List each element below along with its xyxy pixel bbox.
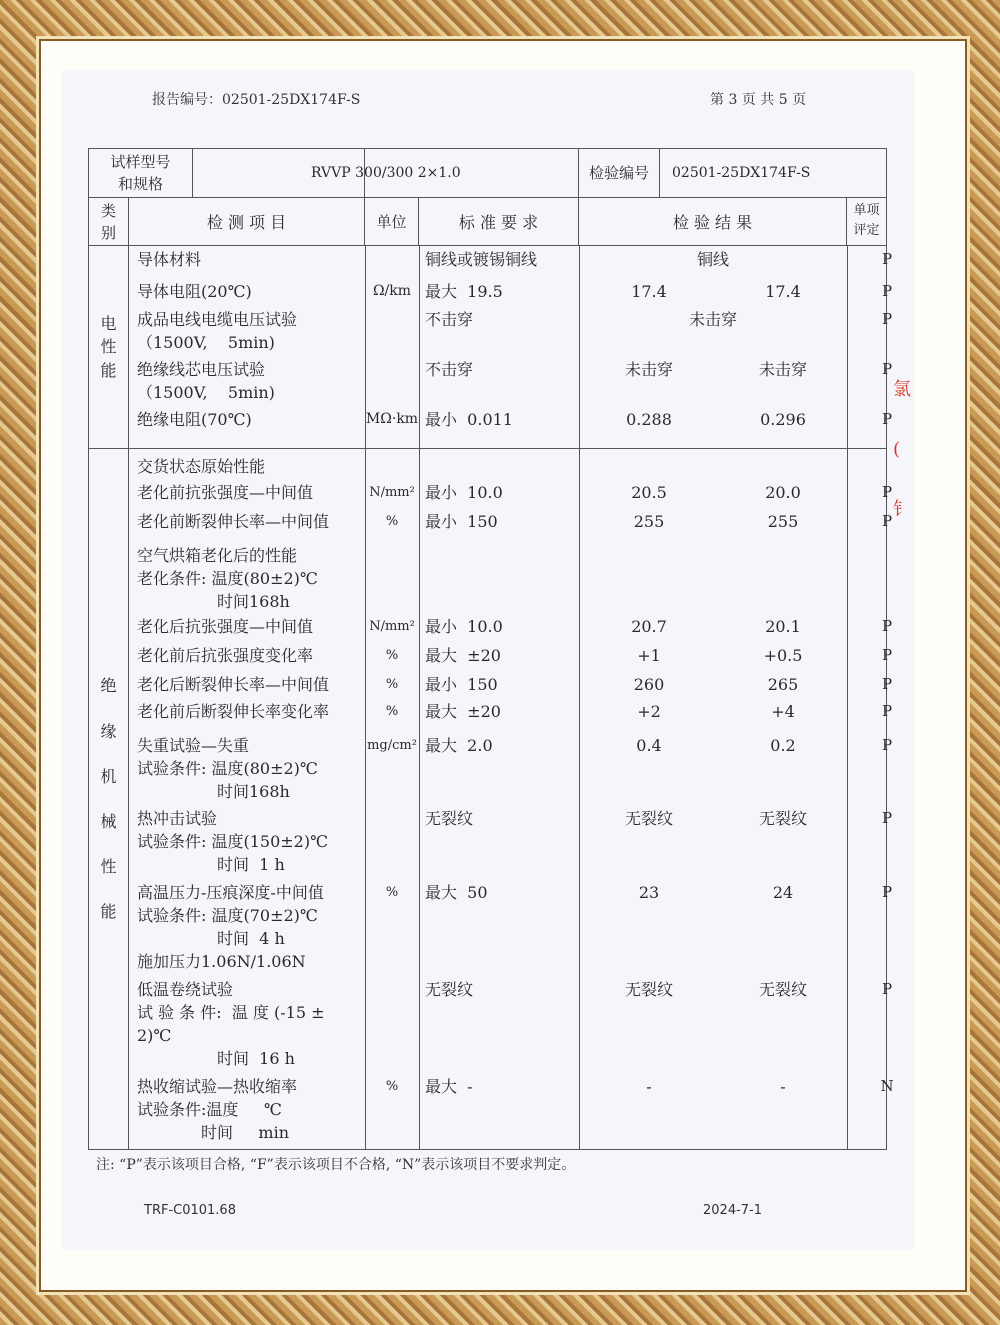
test-item: 时间 16 h <box>137 1049 295 1068</box>
test-results-table <box>88 148 894 1150</box>
unit: mg/cm² <box>367 738 417 753</box>
standard-requirement: 最大 2.0 <box>425 736 493 755</box>
standard-requirement: 无裂纹 <box>425 980 474 999</box>
verdict: P <box>881 809 893 827</box>
result-sample-2: 20.1 <box>765 617 801 636</box>
standard-requirement: 最小 0.011 <box>425 410 513 429</box>
result-sample-2: 24 <box>772 883 794 902</box>
test-item: 时间168h <box>137 592 290 611</box>
unit: N/mm² <box>369 619 415 634</box>
note-text: 注: “P”表示该项目合格, “F”表示该项目不合格, “N”表示该项目不要求判定。 <box>96 1157 576 1173</box>
col-verdict: 单项 <box>853 203 880 218</box>
result-sample-2: 无裂纹 <box>758 809 807 828</box>
result-sample-1: 20.7 <box>631 617 667 636</box>
spec-row <box>89 149 887 198</box>
result-sample-1: - <box>646 1077 652 1096</box>
category-char: 绝 <box>100 676 117 696</box>
test-item: 老化前后断裂伸长率变化率 <box>137 702 330 721</box>
test-item: 绝缘电阻(70℃) <box>137 410 252 429</box>
test-item: 老化后抗张强度—中间值 <box>137 617 314 636</box>
result-sample-2: 未击穿 <box>758 360 807 379</box>
result-sample-1: 0.4 <box>636 736 662 755</box>
category-electrical <box>89 246 129 449</box>
test-item: 绝缘线芯电压试验 <box>137 360 266 379</box>
insulation-rows <box>129 449 894 1149</box>
insulation-section <box>89 449 887 1150</box>
report-number: 报告编号：02501-25DX174F-S <box>152 92 361 108</box>
result-sample-2: 255 <box>767 512 799 531</box>
unit: % <box>385 677 399 692</box>
red-stamp-fragment <box>893 360 913 530</box>
test-item: 高温压力-压痕深度-中间值 <box>137 883 324 902</box>
unit: % <box>385 514 399 529</box>
category-char: 缘 <box>100 721 117 741</box>
stamp-glyph: 钅 <box>893 499 911 520</box>
standard-requirement: 无裂纹 <box>425 809 474 828</box>
verdict: P <box>881 310 893 328</box>
stamp-glyph: ( <box>893 439 901 460</box>
unit: % <box>385 704 399 719</box>
standard-requirement: 最大 ±20 <box>425 702 501 721</box>
unit: N/mm² <box>369 485 415 500</box>
test-item: 时间168h <box>137 782 290 801</box>
result-sample-1: 未击穿 <box>624 360 673 379</box>
standard-requirement: 最大 ±20 <box>425 646 501 665</box>
unit: % <box>385 1079 399 1094</box>
category-char: 性 <box>100 857 117 877</box>
verdict: P <box>881 646 893 664</box>
test-item: 老化前抗张强度—中间值 <box>137 483 314 502</box>
test-item: 导体材料 <box>137 250 202 269</box>
test-item: 施加压力1.06N/1.06N <box>137 952 306 971</box>
test-item: 热冲击试验 <box>137 809 218 828</box>
result-sample-1: 17.4 <box>631 282 667 301</box>
test-item: 试验条件:温度 ℃ <box>137 1100 282 1119</box>
category-char: 能 <box>100 902 117 922</box>
result-sample-2: 无裂纹 <box>758 980 807 999</box>
standard-requirement: 最小 150 <box>425 512 498 531</box>
result-sample-1: 20.5 <box>631 483 667 502</box>
result-sample-1: +1 <box>637 646 661 665</box>
category-insulation <box>89 449 129 1150</box>
test-item: 成品电线电缆电压试验 <box>137 310 298 329</box>
test-item: 2)℃ <box>137 1026 172 1045</box>
electrical-rows <box>129 246 893 448</box>
result-sample-1: 0.288 <box>626 410 672 429</box>
verdict: P <box>881 483 893 501</box>
result-sample-2: 0.2 <box>770 736 796 755</box>
standard-requirement: 最小 10.0 <box>425 617 503 636</box>
test-item: （1500V, 5min) <box>137 333 275 352</box>
test-item: 时间 1 h <box>137 855 285 874</box>
category-char: 性 <box>100 337 117 357</box>
test-item: 老化前后抗张强度变化率 <box>137 646 314 665</box>
inspection-label: 检验编号 <box>579 149 660 197</box>
verdict: P <box>881 883 893 901</box>
result-sample-1: 无裂纹 <box>624 809 673 828</box>
col-category-2: 别 <box>100 224 116 242</box>
category-char: 电 <box>100 314 117 334</box>
col-standard: 标 准 要 求 <box>419 198 579 246</box>
result-sample-2: +0.5 <box>763 646 803 665</box>
standard-requirement: 最大 - <box>425 1077 473 1096</box>
test-item: 试验条件: 温度(70±2)℃ <box>137 906 318 925</box>
category-char: 机 <box>100 766 117 786</box>
unit: % <box>385 885 399 900</box>
test-item: 热收缩试验—热收缩率 <box>137 1077 298 1096</box>
result-sample-2: 0.296 <box>760 410 806 429</box>
result-sample-2: - <box>780 1077 786 1096</box>
standard-requirement: 不击穿 <box>425 310 474 329</box>
verdict: P <box>881 250 893 268</box>
standard-requirement: 铜线或镀锡铜线 <box>425 250 538 269</box>
verdict: P <box>881 980 893 998</box>
verdict: P <box>881 736 893 754</box>
result-sample-1: 260 <box>633 675 665 694</box>
test-item: 时间 4 h <box>137 929 285 948</box>
unit: Ω/km <box>372 283 412 299</box>
stamp-glyph: 氯 <box>893 379 911 400</box>
page-info: 第 3 页 共 5 页 <box>710 92 807 108</box>
category-char: 械 <box>100 812 117 831</box>
test-item: 低温卷绕试验 <box>137 980 234 999</box>
verdict: P <box>881 360 893 378</box>
col-result: 检 验 结 果 <box>579 198 847 246</box>
result-sample-2: 17.4 <box>765 282 801 301</box>
test-item: （1500V, 5min) <box>137 383 275 402</box>
standard-requirement: 最小 150 <box>425 675 498 694</box>
result-sample-2: 265 <box>767 675 799 694</box>
verdict: P <box>881 512 893 530</box>
verdict: P <box>881 617 893 635</box>
col-unit: 单位 <box>365 198 419 246</box>
verdict: N <box>880 1077 894 1095</box>
test-item: 试验条件: 温度(80±2)℃ <box>137 759 318 778</box>
test-item: 空气烘箱老化后的性能 <box>137 546 298 565</box>
col-category: 类 <box>100 202 116 220</box>
result-sample-1: 23 <box>638 883 660 902</box>
verdict: P <box>881 282 893 300</box>
standard-requirement: 最大 19.5 <box>425 282 503 301</box>
test-item: 时间 min <box>137 1123 290 1142</box>
model-value: RVVP 300/300 2×1.0 <box>311 165 461 181</box>
result-sample-2: +4 <box>771 702 795 721</box>
inspection-value: 02501-25DX174F-S <box>672 165 811 181</box>
standard-requirement: 最大 50 <box>425 883 488 902</box>
form-code: TRF-C0101.68 <box>144 1203 236 1218</box>
verdict: P <box>881 702 893 720</box>
test-item: 老化后断裂伸长率—中间值 <box>137 675 330 694</box>
footer-date: 2024-7-1 <box>703 1203 763 1218</box>
test-item: 老化前断裂伸长率—中间值 <box>137 512 330 531</box>
standard-requirement: 不击穿 <box>425 360 474 379</box>
result: 铜线 <box>696 250 729 269</box>
unit: % <box>385 648 399 663</box>
unit: MΩ·km <box>365 411 419 427</box>
test-item: 试验条件: 温度(150±2)℃ <box>137 832 328 851</box>
category-char: 能 <box>100 360 117 380</box>
model-label: 试样型号 <box>110 153 171 171</box>
result-sample-1: +2 <box>637 702 661 721</box>
verdict: P <box>881 675 893 693</box>
column-header-row <box>89 198 887 246</box>
result-sample-2: 20.0 <box>765 483 801 502</box>
result-sample-1: 255 <box>633 512 665 531</box>
test-item: 老化条件: 温度(80±2)℃ <box>137 569 318 588</box>
result: 未击穿 <box>688 310 737 329</box>
test-item: 失重试验—失重 <box>137 736 250 755</box>
test-item: 交货状态原始性能 <box>137 457 266 476</box>
verdict: P <box>881 410 893 428</box>
electrical-section <box>89 246 887 449</box>
col-item: 检 测 项 目 <box>129 198 365 246</box>
test-item: 导体电阻(20℃) <box>137 282 252 301</box>
result-sample-1: 无裂纹 <box>624 980 673 999</box>
standard-requirement: 最小 10.0 <box>425 483 503 502</box>
model-label-2: 和规格 <box>117 175 163 193</box>
test-item: 试 验 条 件: 温 度 (-15 ± <box>137 1003 325 1022</box>
col-verdict-2: 评定 <box>853 223 880 238</box>
